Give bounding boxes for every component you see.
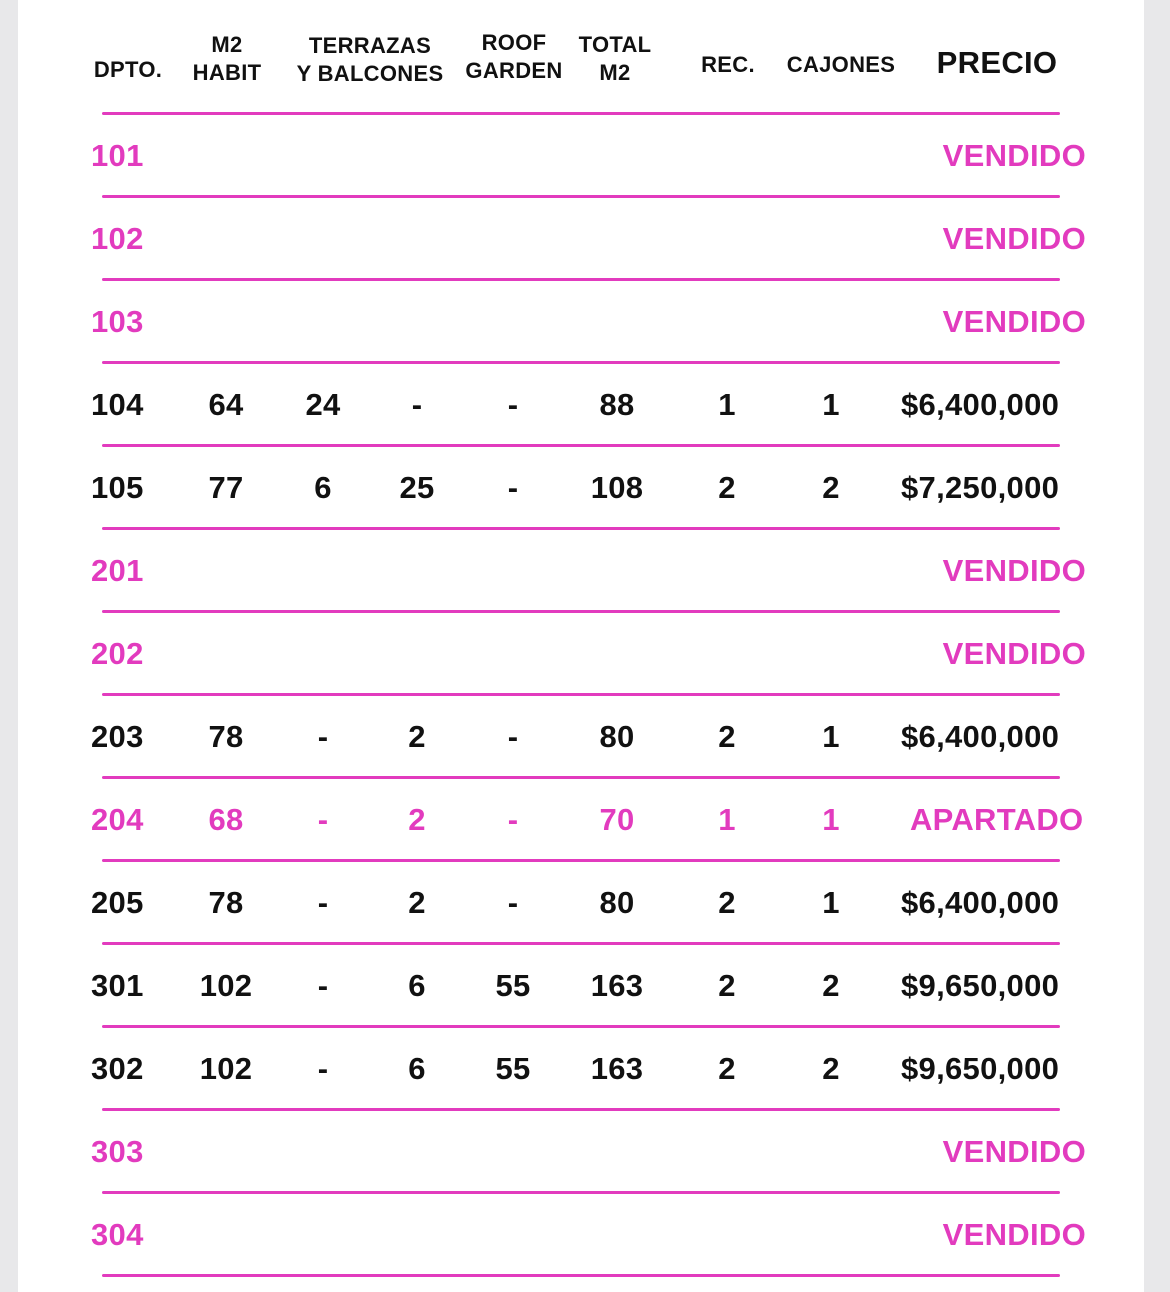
cell-status: VENDIDO — [942, 221, 1086, 256]
cell-roof-garden: 2 — [408, 802, 426, 837]
cell-roof-garden: 6 — [408, 1051, 426, 1086]
cell-terrazas: - — [317, 885, 329, 920]
cell-roof-garden: - — [411, 387, 423, 422]
cell-total-m2-col: - — [507, 387, 519, 422]
cell-dpto: 205 — [91, 885, 144, 920]
table-row — [18, 280, 1144, 363]
cell-precio: $6,400,000 — [901, 885, 1060, 920]
cell-total-m2-col: - — [507, 470, 519, 505]
cell-dpto: 203 — [91, 719, 144, 754]
cell-dpto: 303 — [91, 1134, 144, 1169]
cell-terrazas: - — [317, 1051, 329, 1086]
table-row — [18, 778, 1144, 861]
cell-total-m2: 88 — [599, 387, 635, 422]
cell-total-m2-col: - — [507, 885, 519, 920]
cell-rec: 1 — [718, 387, 736, 422]
cell-status: VENDIDO — [942, 1134, 1086, 1169]
price-list-sheet — [18, 0, 1144, 1292]
cell-rec: 2 — [718, 885, 736, 920]
header-m2-habit: M2 HABIT — [192, 32, 262, 85]
cell-cajones: 2 — [822, 1051, 840, 1086]
cell-roof-garden: 6 — [408, 968, 426, 1003]
header-total-m2: TOTAL M2 — [578, 32, 652, 85]
cell-status: VENDIDO — [942, 1217, 1086, 1252]
cell-total-m2-col: - — [507, 719, 519, 754]
table-row — [18, 1110, 1144, 1193]
cell-dpto: 101 — [91, 138, 144, 173]
cell-m2-habit: 78 — [208, 885, 244, 920]
header-rec: REC. — [701, 52, 755, 77]
cell-terrazas: 6 — [314, 470, 332, 505]
cell-precio: APARTADO — [910, 802, 1084, 837]
cell-terrazas: - — [317, 968, 329, 1003]
cell-total-m2: 80 — [599, 719, 635, 754]
table-row — [18, 695, 1144, 778]
cell-cajones: 1 — [822, 885, 840, 920]
cell-roof-garden: 2 — [408, 885, 426, 920]
table-row — [18, 944, 1144, 1027]
cell-dpto: 201 — [91, 553, 144, 588]
cell-precio: $9,650,000 — [901, 1051, 1060, 1086]
cell-dpto: 202 — [91, 636, 144, 671]
header-dpto: DPTO. — [93, 57, 163, 82]
cell-status: VENDIDO — [942, 553, 1086, 588]
cell-terrazas: - — [317, 802, 329, 837]
header-cajones: CAJONES — [786, 52, 896, 77]
cell-total-m2: 163 — [590, 1051, 644, 1086]
cell-terrazas: - — [317, 719, 329, 754]
header-terrazas: TERRAZAS Y BALCONES — [296, 33, 444, 86]
cell-total-m2: 70 — [599, 802, 635, 837]
cell-rec: 2 — [718, 1051, 736, 1086]
cell-m2-habit: 102 — [199, 1051, 253, 1086]
table-row — [18, 446, 1144, 529]
cell-rec: 2 — [718, 968, 736, 1003]
cell-total-m2: 163 — [590, 968, 644, 1003]
table-row — [18, 363, 1144, 446]
table-row — [18, 612, 1144, 695]
cell-m2-habit: 64 — [208, 387, 244, 422]
table-row — [18, 529, 1144, 612]
cell-terrazas: 24 — [305, 387, 341, 422]
cell-total-m2-col: - — [507, 802, 519, 837]
table-header — [18, 0, 1144, 112]
cell-dpto: 105 — [91, 470, 144, 505]
cell-dpto: 103 — [91, 304, 144, 339]
cell-status: VENDIDO — [942, 138, 1086, 173]
cell-dpto: 302 — [91, 1051, 144, 1086]
table-row — [18, 1027, 1144, 1110]
cell-dpto: 104 — [91, 387, 144, 422]
cell-roof-garden: 25 — [399, 470, 435, 505]
cell-m2-habit: 102 — [199, 968, 253, 1003]
cell-precio: $9,650,000 — [901, 968, 1060, 1003]
cell-total-m2: 80 — [599, 885, 635, 920]
table-row — [18, 1193, 1144, 1276]
cell-rec: 1 — [718, 802, 736, 837]
cell-rec: 2 — [718, 470, 736, 505]
cell-dpto: 301 — [91, 968, 144, 1003]
cell-status: VENDIDO — [942, 304, 1086, 339]
cell-precio: $6,400,000 — [901, 719, 1060, 754]
cell-dpto: 204 — [91, 802, 144, 837]
cell-cajones: 1 — [822, 387, 840, 422]
header-precio: PRECIO — [936, 45, 1058, 80]
cell-cajones: 2 — [822, 470, 840, 505]
cell-dpto: 304 — [91, 1217, 144, 1252]
cell-cajones: 2 — [822, 968, 840, 1003]
row-divider — [102, 1274, 1060, 1277]
cell-dpto: 102 — [91, 221, 144, 256]
cell-total-m2-col: 55 — [495, 1051, 531, 1086]
table-row — [18, 197, 1144, 280]
table-row — [18, 861, 1144, 944]
cell-m2-habit: 68 — [208, 802, 244, 837]
header-roof-garden: ROOF GARDEN — [465, 30, 563, 83]
cell-total-m2-col: 55 — [495, 968, 531, 1003]
cell-precio: $7,250,000 — [901, 470, 1060, 505]
cell-precio: $6,400,000 — [901, 387, 1060, 422]
cell-cajones: 1 — [822, 802, 840, 837]
cell-cajones: 1 — [822, 719, 840, 754]
cell-m2-habit: 77 — [208, 470, 244, 505]
cell-status: VENDIDO — [942, 636, 1086, 671]
table-row — [18, 114, 1144, 197]
cell-roof-garden: 2 — [408, 719, 426, 754]
cell-rec: 2 — [718, 719, 736, 754]
cell-m2-habit: 78 — [208, 719, 244, 754]
cell-total-m2: 108 — [590, 470, 644, 505]
